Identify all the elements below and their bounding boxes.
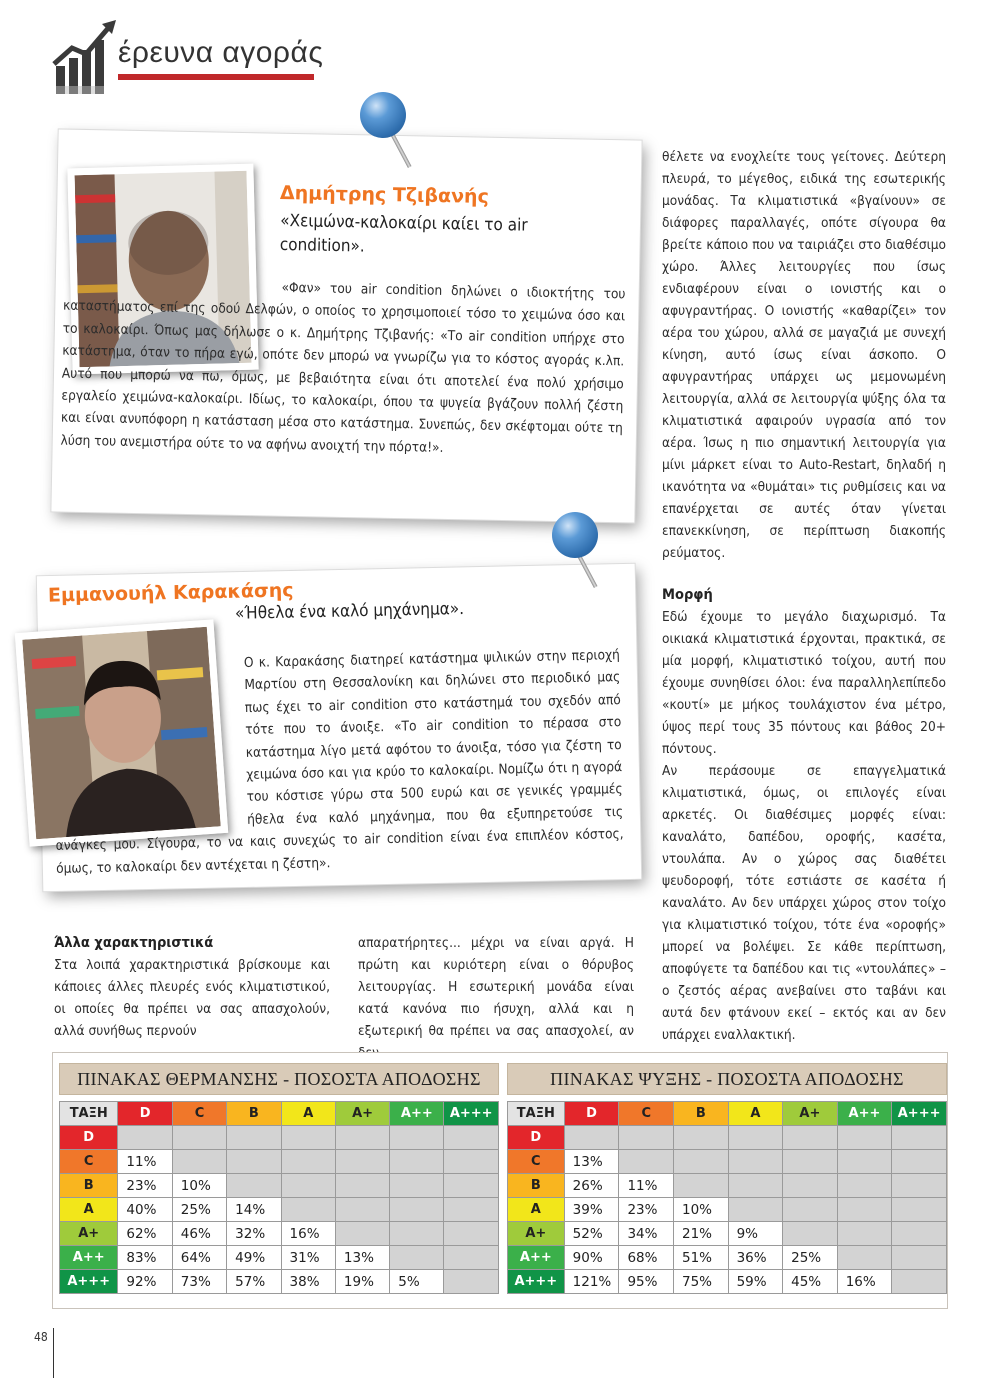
- class-column-header: D: [564, 1102, 619, 1126]
- percentage-cell: 21%: [674, 1222, 729, 1246]
- profile1-body: «Φαν» του air condition δηλώνει ο ιδιοκτήτης του καταστήματος επί της οδού Δελφών, ο οποίος το χρησιμοποιεί τόσο το χειμώνα όσο και το καλοκαίρι. Όπως μας δήλωσε ο κ. Δημήτρης Τζιβανής: «Το air condition υπήρχε στο κατάστημα, όταν το πήρα εγώ, οπότε δεν μπορώ να γνωρίζω για το κόστος αγοράς κ.λπ. Αυτό που μπορώ να πω, όμως, με βεβαιότητα είναι ότι αποτελεί ένα πολύ χρήσιμο εργαλείο χειμώνα-καλοκαίρι. Ιδίως, το καλοκαίρι, όπου τα ψυγεία βγάζουν πολλή ζέστη και είναι ανυπόφορη η κατάσταση μέσα στο κατάστημα. Συνεπώς, δεν σκέφτομαι ούτε τη λύση του ανεμιστήρα ούτε το να αφήνω ανοιχτή την πόρτα!».: [60, 279, 626, 456]
- empty-cell: [892, 1126, 947, 1150]
- empty-cell: [390, 1198, 444, 1222]
- percentage-cell: 75%: [674, 1270, 729, 1294]
- pushpin-icon: [552, 512, 598, 558]
- empty-cell: [172, 1126, 226, 1150]
- empty-cell: [892, 1246, 947, 1270]
- percentage-cell: 62%: [118, 1222, 172, 1246]
- profile2-name: Εμμανουήλ Καρακάσης: [47, 579, 294, 607]
- empty-cell: [783, 1150, 838, 1174]
- percentage-cell: 59%: [728, 1270, 783, 1294]
- empty-cell: [837, 1126, 892, 1150]
- percentage-cell: 36%: [728, 1246, 783, 1270]
- profile2-quote: «Ήθελα ένα καλό μηχάνημα».: [234, 598, 465, 624]
- empty-cell: [892, 1174, 947, 1198]
- class-column-header: A: [728, 1102, 783, 1126]
- percentage-cell: 16%: [281, 1222, 335, 1246]
- empty-cell: [444, 1198, 499, 1222]
- class-row-header: C: [60, 1150, 118, 1174]
- class-row-header: D: [60, 1126, 118, 1150]
- percentage-cell: 64%: [172, 1246, 226, 1270]
- cooling-grid: [507, 1101, 947, 1294]
- percentage-cell: 83%: [118, 1246, 172, 1270]
- empty-cell: [674, 1174, 729, 1198]
- percentage-cell: 52%: [564, 1222, 619, 1246]
- table-row: [60, 1198, 499, 1222]
- empty-cell: [172, 1150, 226, 1174]
- table-row: [508, 1270, 947, 1294]
- class-corner-header: ΤΑΞΗ: [508, 1102, 565, 1126]
- empty-cell: [728, 1198, 783, 1222]
- empty-cell: [335, 1222, 389, 1246]
- empty-cell: [837, 1174, 892, 1198]
- percentage-cell: 5%: [390, 1270, 444, 1294]
- table-row: [60, 1126, 499, 1150]
- empty-cell: [783, 1198, 838, 1222]
- section-title: έρευνα αγοράς: [118, 36, 324, 69]
- percentage-cell: 23%: [118, 1174, 172, 1198]
- class-row-header: A+: [60, 1222, 118, 1246]
- class-column-header: A+++: [892, 1102, 947, 1126]
- percentage-cell: 68%: [619, 1246, 674, 1270]
- percentage-cell: 11%: [118, 1150, 172, 1174]
- class-column-header: C: [172, 1102, 226, 1126]
- class-corner-header: ΤΑΞΗ: [60, 1102, 118, 1126]
- table-row: [60, 1150, 499, 1174]
- table-row: [508, 1126, 947, 1150]
- empty-cell: [390, 1222, 444, 1246]
- empty-cell: [390, 1246, 444, 1270]
- empty-cell: [335, 1126, 389, 1150]
- empty-cell: [783, 1126, 838, 1150]
- class-row-header: A++: [60, 1246, 118, 1270]
- percentage-cell: 73%: [172, 1270, 226, 1294]
- table-header-row: [508, 1102, 947, 1126]
- heating-table-title: ΠΙΝΑΚΑΣ ΘΕΡΜΑΝΣΗΣ - ΠΟΣΟΣΤΑ ΑΠΟΔΟΣΗΣ: [59, 1063, 499, 1095]
- photo-float-spacer: [52, 652, 248, 834]
- empty-cell: [335, 1198, 389, 1222]
- empty-cell: [783, 1174, 838, 1198]
- page-number: 48: [34, 1330, 48, 1344]
- empty-cell: [227, 1126, 281, 1150]
- left-bottom-column: [54, 932, 330, 1042]
- profile2-body-wrap: [52, 644, 625, 880]
- percentage-cell: 19%: [335, 1270, 389, 1294]
- class-row-header: A: [508, 1198, 565, 1222]
- empty-cell: [444, 1270, 499, 1294]
- percentage-cell: 51%: [674, 1246, 729, 1270]
- class-row-header: A+++: [60, 1270, 118, 1294]
- cooling-table: [507, 1063, 947, 1294]
- percentage-cell: 34%: [619, 1222, 674, 1246]
- class-column-header: A: [281, 1102, 335, 1126]
- empty-cell: [892, 1198, 947, 1222]
- table-row: [508, 1174, 947, 1198]
- class-column-header: A+: [783, 1102, 838, 1126]
- table-row: [60, 1270, 499, 1294]
- class-row-header: B: [508, 1174, 565, 1198]
- empty-cell: [619, 1150, 674, 1174]
- table-row: [60, 1174, 499, 1198]
- percentage-cell: 46%: [172, 1222, 226, 1246]
- class-column-header: A+++: [444, 1102, 499, 1126]
- class-row-header: C: [508, 1150, 565, 1174]
- percentage-cell: 14%: [227, 1198, 281, 1222]
- empty-cell: [390, 1174, 444, 1198]
- right-heading: Μορφή: [662, 587, 713, 603]
- percentage-cell: 95%: [619, 1270, 674, 1294]
- class-row-header: D: [508, 1126, 565, 1150]
- percentage-cell: 40%: [118, 1198, 172, 1222]
- section-title-underline: [118, 74, 314, 80]
- empty-cell: [390, 1126, 444, 1150]
- empty-cell: [837, 1150, 892, 1174]
- percentage-cell: 90%: [564, 1246, 619, 1270]
- efficiency-tables-panel: [52, 1052, 948, 1309]
- percentage-cell: 57%: [227, 1270, 281, 1294]
- table-row: [508, 1198, 947, 1222]
- empty-cell: [444, 1126, 499, 1150]
- empty-cell: [444, 1174, 499, 1198]
- percentage-cell: 49%: [227, 1246, 281, 1270]
- empty-cell: [674, 1126, 729, 1150]
- class-row-header: A: [60, 1198, 118, 1222]
- empty-cell: [281, 1126, 335, 1150]
- class-column-header: A++: [390, 1102, 444, 1126]
- right-column: [662, 146, 946, 1046]
- empty-cell: [892, 1270, 947, 1294]
- profile2-body: Ο κ. Καρακάσης διατηρεί κατάστημα ψιλικών στην περιοχή Μαρτίου στη Θεσσαλονίκη και δηλώνει στο περιοδικό μας πως έχει το air condition στο κατάστημά του σχεδόν από τότε που το άνοιξε. «Το air condition το πέρασα στο κατάστημα λίγο μετά αφότου το άνοιξα, τόσο για ζέστη το χειμώνα όσο και για κρύο το καλοκαίρι. Νομίζω ότι η αγορά του κόστισε γύρω στα 500 ευρώ και σε γενικές γραμμές ήθελα ένα καλό μηχάνημα, που θα εξυπηρετούσε τις ανάγκες μου. Σίγουρα, το να καις συνεχώς το air condition είναι ένα επιπλέον κόστος, όμως, το καλοκαίρι δεν αντέχεται η ζέστη».: [55, 647, 624, 877]
- empty-cell: [674, 1150, 729, 1174]
- percentage-cell: 45%: [783, 1270, 838, 1294]
- class-row-header: A+++: [508, 1270, 565, 1294]
- empty-cell: [728, 1126, 783, 1150]
- percentage-cell: 25%: [172, 1198, 226, 1222]
- percentage-cell: 38%: [281, 1270, 335, 1294]
- empty-cell: [390, 1150, 444, 1174]
- right-paragraph-2: Εδώ έχουμε το μεγάλο διαχωρισμό. Τα οικιακά κλιματιστικά έρχονται, πρακτικά, σε μία μορφή, κλιματιστικό τοίχου, αυτή που έχουμε συνηθίσει όλοι: ένα παραλληλεπίπεδο «κουτί» με μήκος τουλάχιστον ένα μέτρο, ύψος περί τους 35 πόντους και βάθος 20+ πόντους.: [662, 609, 946, 757]
- percentage-cell: 9%: [728, 1222, 783, 1246]
- empty-cell: [227, 1174, 281, 1198]
- class-row-header: A+: [508, 1222, 565, 1246]
- percentage-cell: 121%: [564, 1270, 619, 1294]
- table-row: [508, 1222, 947, 1246]
- class-column-header: A++: [837, 1102, 892, 1126]
- percentage-cell: 13%: [335, 1246, 389, 1270]
- empty-cell: [118, 1126, 172, 1150]
- empty-cell: [892, 1222, 947, 1246]
- percentage-cell: 10%: [674, 1198, 729, 1222]
- heating-grid: [59, 1101, 499, 1294]
- left-paragraph: Στα λοιπά χαρακτηριστικά βρίσκουμε και κάποιες άλλες πλευρές ενός κλιματιστικού, οι οποίες θα πρέπει να σας απασχολούν, αλλά συνήθως περνούν: [54, 957, 330, 1039]
- empty-cell: [335, 1174, 389, 1198]
- empty-cell: [728, 1174, 783, 1198]
- middle-bottom-column: απαρατήρητες... μέχρι να είναι αργά. Η πρώτη και κυριότερη είναι ο θόρυβος λειτουργίας. Η εσωτερική μονάδα είναι κατά κανόνα πιο ήσυχη, αλλά και η εξωτερική θα πρέπει να σας απασχολεί, αν: [358, 935, 634, 1039]
- percentage-cell: 23%: [619, 1198, 674, 1222]
- class-column-header: A+: [335, 1102, 389, 1126]
- empty-cell: [564, 1126, 619, 1150]
- class-column-header: B: [227, 1102, 281, 1126]
- empty-cell: [444, 1222, 499, 1246]
- empty-cell: [227, 1150, 281, 1174]
- class-column-header: B: [674, 1102, 729, 1126]
- table-row: [508, 1150, 947, 1174]
- percentage-cell: 26%: [564, 1174, 619, 1198]
- table-header-row: [60, 1102, 499, 1126]
- empty-cell: [837, 1198, 892, 1222]
- empty-cell: [619, 1126, 674, 1150]
- empty-cell: [837, 1246, 892, 1270]
- empty-cell: [728, 1150, 783, 1174]
- pushpin-icon: [360, 92, 406, 138]
- profile1-name: Δημήτρης Τζιβανής: [279, 181, 490, 209]
- percentage-cell: 92%: [118, 1270, 172, 1294]
- class-column-header: D: [118, 1102, 172, 1126]
- percentage-cell: 13%: [564, 1150, 619, 1174]
- right-paragraph-3: Αν περάσουμε σε επαγγελματικά κλιματιστικά, όμως, οι επιλογές είναι αρκετές. Οι διαθέσιμες μορφές είναι: καναλάτο, δαπέδου, οροφής, κασέτα, ντουλάπα. Αν ο χώρος σας διαθέτει ψευδοροφή, τότε εστιάστε σε κασέτα ή καναλάτο. Αν δεν υπάρχει χώρος στον τοίχο για κλιματιστικό τοίχου, τότε ένα «οροφής» μπορεί να βολέψει. Σε κάθε περίπτωση, αποφύγετε τα δαπέδου και τις «ντουλάπες» – ο ζεστός αέρας ανεβαίνει στο ταβάνι και αυτά δεν φτάνουν εκεί – εκτός και αν δεν υπάρχει εναλλακτική.: [662, 763, 946, 1043]
- profile1-quote: «Χειμώνα-καλοκαίρι καίει το air condition».: [279, 210, 528, 257]
- percentage-cell: 10%: [172, 1174, 226, 1198]
- page-rule: [53, 1328, 54, 1378]
- table-row: [508, 1246, 947, 1270]
- heating-table: [59, 1063, 499, 1294]
- percentage-cell: 31%: [281, 1246, 335, 1270]
- empty-cell: [281, 1198, 335, 1222]
- percentage-cell: 16%: [837, 1270, 892, 1294]
- percentage-cell: 25%: [783, 1246, 838, 1270]
- class-row-header: A++: [508, 1246, 565, 1270]
- empty-cell: [281, 1150, 335, 1174]
- right-paragraph-1: θέλετε να ενοχλείτε τους γείτονες. Δεύτερη πλευρά, το μέγεθος, ειδικά της εσωτερικής μονάδας. Τα κλιματιστικά «βγαίνουν» σε διάφορες παραλλαγές, οπότε σίγουρα θα βρείτε κάποιο που να ταιριάζει στο διαθέσιμο χώρο. Άλλες λειτουργίες που ίσως ενδιαφέρουν είναι ο ιονιστής και ο αφυγραντήρας. Ο ιονιστής «καθαρίζει» τον αέρα του χώρου, αλλά σε μαγαζιά με συνεχή κίνηση, αυτό ίσως είναι άσκοπο. Ο αφυγραντήρας υπάρχει ως μεμονωμένη λειτουργία, αλλά σε λειτουργία ψύξης όλα τα κλιματιστικά αφαιρούν υγρασία από τον αέρα. Ίσως η πιο σημαντική λειτουργία για μίνι μάρκετ είναι το Auto-Restart, δηλαδή η ικανότητα να «θυμάται» τις ρυθμίσεις και να επανέρχεται σε αυτές όταν γίνεται επανεκκίνηση, σε περίπτωση διακοπής ρεύματος.: [662, 149, 946, 561]
- percentage-cell: 11%: [619, 1174, 674, 1198]
- empty-cell: [892, 1150, 947, 1174]
- empty-cell: [444, 1150, 499, 1174]
- empty-cell: [281, 1174, 335, 1198]
- table-row: [60, 1246, 499, 1270]
- percentage-cell: 32%: [227, 1222, 281, 1246]
- empty-cell: [444, 1246, 499, 1270]
- percentage-cell: 39%: [564, 1198, 619, 1222]
- empty-cell: [783, 1222, 838, 1246]
- table-row: [60, 1222, 499, 1246]
- empty-cell: [837, 1222, 892, 1246]
- class-row-header: B: [60, 1174, 118, 1198]
- left-heading: Άλλα χαρακτηριστικά: [54, 935, 214, 951]
- cooling-table-title: ΠΙΝΑΚΑΣ ΨΥΞΗΣ - ΠΟΣΟΣΤΑ ΑΠΟΔΟΣΗΣ: [507, 1063, 947, 1095]
- rising-bar-chart-icon: [52, 18, 122, 98]
- class-column-header: C: [619, 1102, 674, 1126]
- empty-cell: [335, 1150, 389, 1174]
